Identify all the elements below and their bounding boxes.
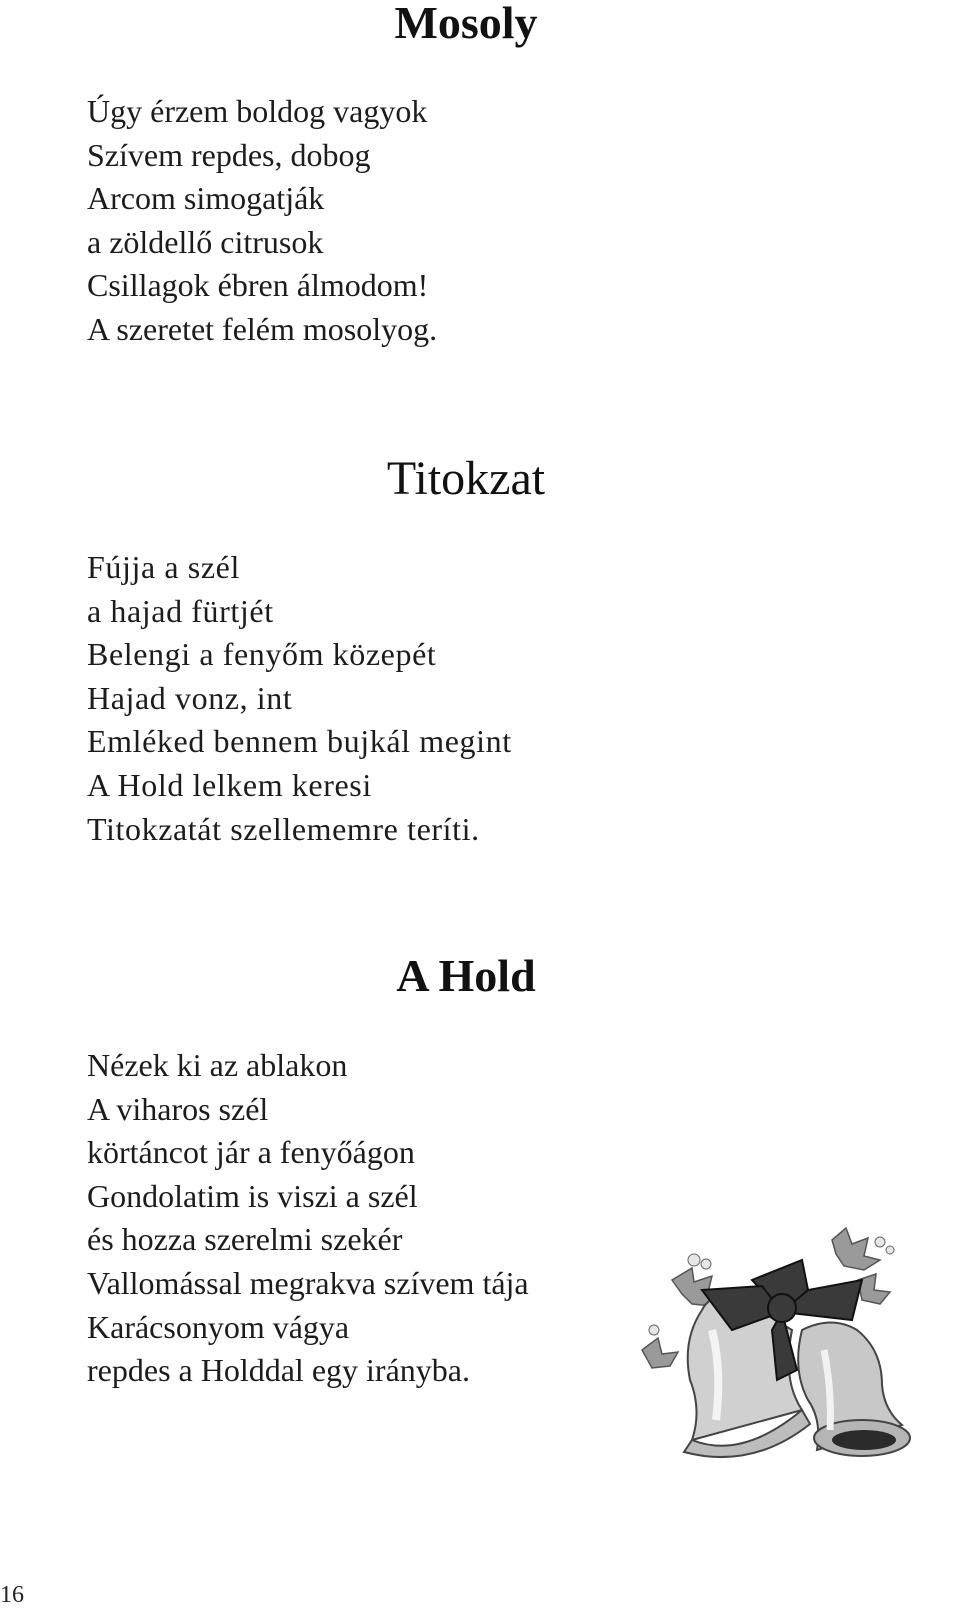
poem-line: repdes a Holddal egy irányba. — [87, 1352, 470, 1389]
christmas-bells-icon — [632, 1220, 922, 1470]
poem-line: a hajad fürtjét — [87, 592, 274, 629]
poem-line: Gondolatim is viszi a szél — [87, 1177, 418, 1214]
poem-body-a-hold — [87, 1044, 529, 1393]
poem-line: Belengi a fenyőm közepét — [87, 636, 437, 673]
poem-line: Emléked bennem bujkál megint — [87, 723, 512, 760]
poem-line: Titokzatát szellememre teríti. — [87, 810, 480, 847]
poem-line: Csillagok ébren álmodom! — [87, 267, 429, 304]
poem-line: Vallomással megrakva szívem tája — [87, 1264, 529, 1301]
poem-body-titokzat — [87, 546, 512, 851]
poem-line: A Hold lelkem keresi — [87, 766, 372, 803]
poem-line: és hozza szerelmi szekér — [87, 1221, 403, 1258]
poem-title-a-hold: A Hold — [396, 950, 536, 1001]
poem-line: Szívem repdes, dobog — [87, 136, 371, 173]
poem-line: Karácsonyom vágya — [87, 1308, 350, 1345]
poem-line: A viharos szél — [87, 1090, 269, 1127]
page-number: 16 — [0, 1582, 24, 1608]
poem-line: Fújja a szél — [87, 549, 240, 585]
poem-line: Nézek ki az ablakon — [87, 1047, 348, 1083]
poem-line: Arcom simogatják — [87, 180, 325, 217]
poem-line: Úgy érzem boldog vagyok — [87, 93, 428, 129]
poem-title-mosoly: Mosoly — [394, 0, 538, 48]
poem-title-titokzat: Titokzat — [386, 452, 546, 505]
poem-line: A szeretet felém mosolyog. — [87, 310, 438, 347]
poem-line: Hajad vonz, int — [87, 679, 293, 716]
poem-line: körtáncot jár a fenyőágon — [87, 1134, 415, 1171]
poem-line: a zöldellő citrusok — [87, 223, 324, 260]
poem-body-mosoly — [87, 90, 437, 352]
